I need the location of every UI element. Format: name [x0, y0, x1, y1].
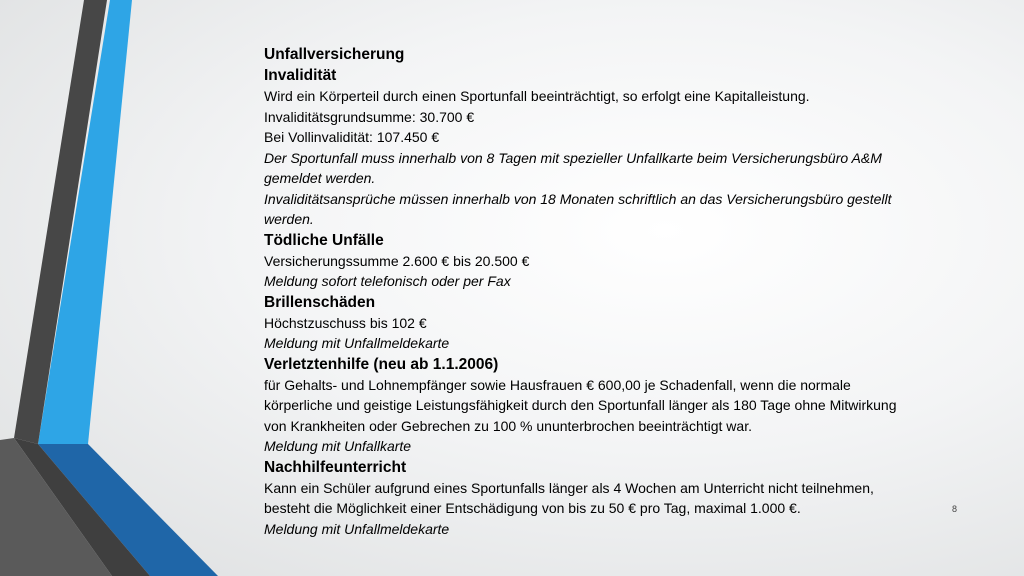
section-heading: Verletztenhilfe (neu ab 1.1.2006) — [264, 355, 499, 373]
note-line: Invaliditätsansprüche müssen innerhalb von 18 Monaten schriftlich an das Versicherungsbüro gestellt — [264, 190, 892, 207]
text-line: Versicherungssumme 2.600 € bis 20.500 € — [264, 252, 530, 269]
text-line: von Krankheiten oder Gebrechen zu 100 % ununterbrochen beeinträchtigt war. — [264, 417, 752, 434]
note-line: Meldung sofort telefonisch oder per Fax — [264, 273, 511, 289]
text-line: Wird ein Körperteil durch einen Sportunfall beeinträchtigt, so erfolgt eine Kapitalleistung. — [264, 88, 810, 104]
text-line: Kann ein Schüler aufgrund eines Sportunfalls länger als 4 Wochen am Unterricht nicht teilnehmen, — [264, 479, 874, 496]
note-line: werden. — [264, 211, 314, 227]
section-heading: Tödliche Unfälle — [264, 231, 384, 249]
note-line: gemeldet werden. — [264, 170, 376, 186]
note-line: Meldung mit Unfallmeldekarte — [264, 335, 450, 351]
note-line: Der Sportunfall muss innerhalb von 8 Tagen mit spezieller Unfallkarte beim Versicherungsbüro A&M — [264, 149, 882, 166]
text-line: besteht die Möglichkeit einer Entschädigung von bis zu 50 € pro Tag, maximal 1.000 €. — [264, 500, 801, 516]
text-line: Bei Vollinvalidität: 107.450 € — [264, 129, 440, 145]
text-line: Höchstzuschuss bis 102 € — [264, 314, 427, 331]
text-line: körperliche und geistige Leistungsfähigkeit durch den Sportunfall länger als 180 Tage ohne Mitwirkung — [264, 397, 897, 413]
text-line: Invaliditätsgrundsumme: 30.700 € — [264, 108, 475, 125]
note-line: Meldung mit Unfallmeldekarte — [264, 520, 450, 537]
text-line: für Gehalts- und Lohnempfänger sowie Hausfrauen € 600,00 je Schadenfall, wenn die normale — [264, 376, 851, 393]
page-number: 8 — [952, 504, 958, 514]
note-line: Meldung mit Unfallkarte — [264, 438, 412, 454]
section-heading: Nachhilfeunterricht — [264, 458, 407, 476]
section-heading: Brillenschäden — [264, 293, 376, 311]
section-heading: Unfallversicherung — [264, 46, 405, 63]
slide-body — [264, 44, 964, 539]
section-heading: Invalidität — [264, 67, 337, 84]
